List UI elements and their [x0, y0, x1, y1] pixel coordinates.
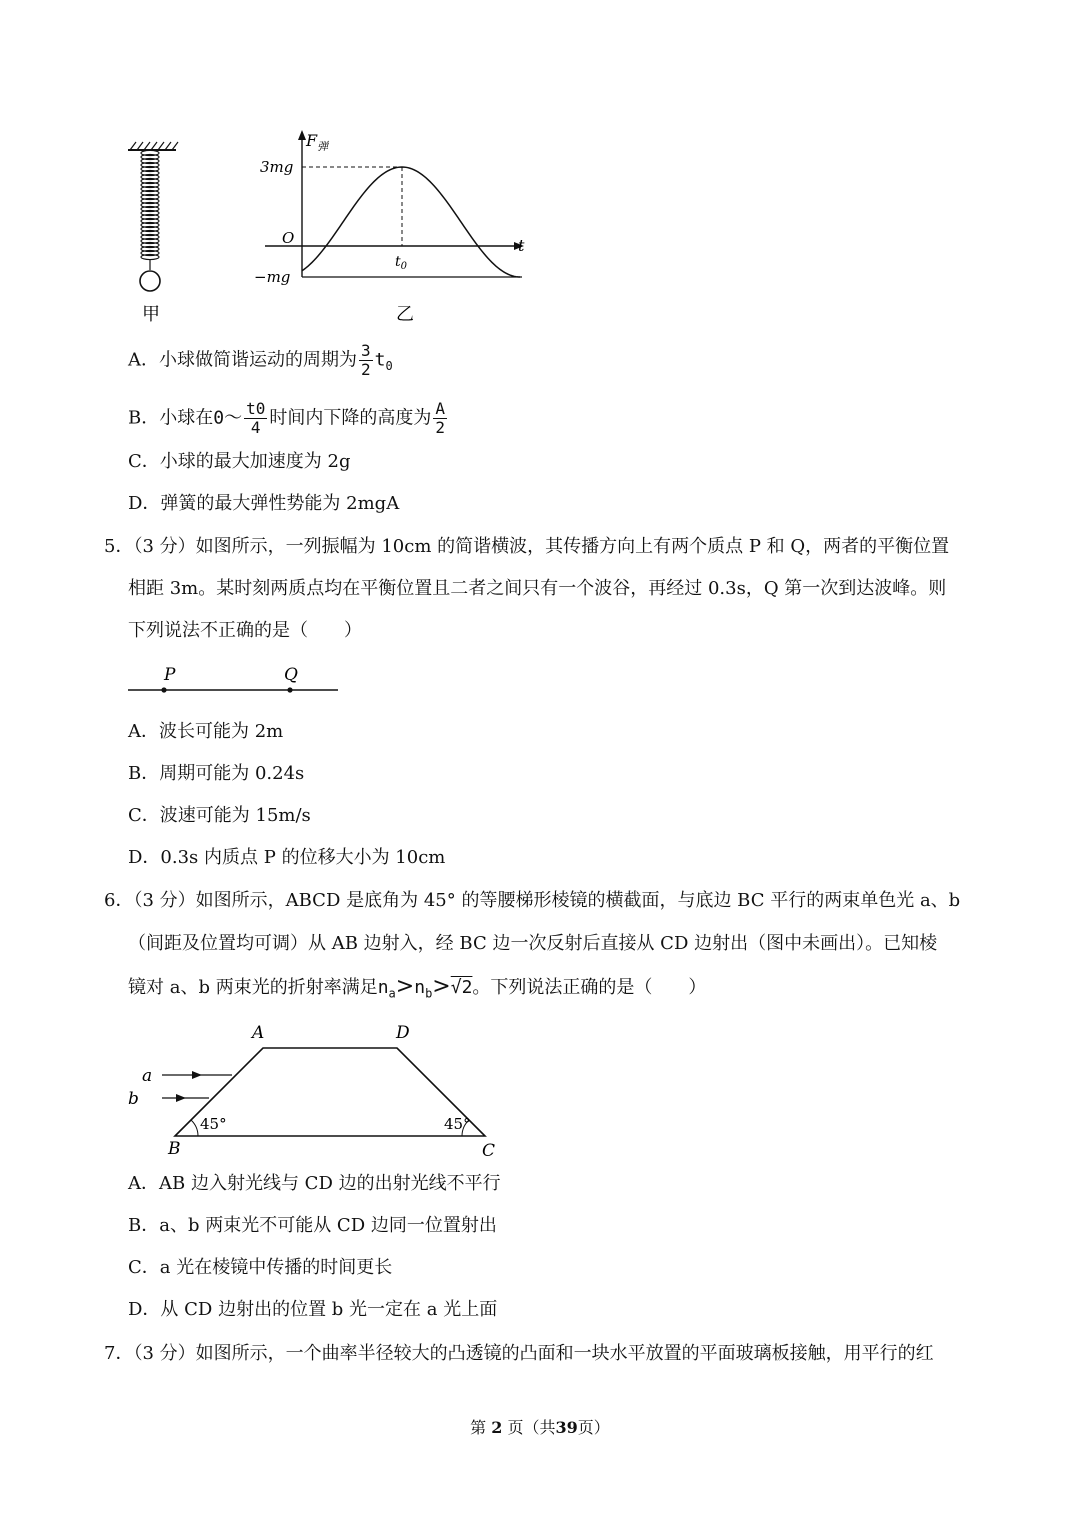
- q4-option-d: D．弹簧的最大弹性势能为 2mgA: [128, 493, 400, 514]
- ceiling-hatch: [128, 142, 178, 150]
- q6-line3-text: 镜对 a、b 两束光的折射率满足: [128, 977, 378, 998]
- q4-b-num2: A: [435, 399, 445, 418]
- q5-stem-line3: 下列说法不正确的是（ ）: [128, 620, 362, 641]
- label-vertex-d: D: [396, 1023, 410, 1043]
- footer-pre: 第: [470, 1418, 487, 1437]
- label-vertex-a: A: [252, 1023, 265, 1043]
- q4-b-range: 0～: [213, 407, 243, 429]
- q4-option-c: C．小球的最大加速度为 2g: [128, 451, 351, 472]
- tick-3mg: 3mg: [260, 158, 294, 176]
- q6-line3-post: 。下列说法正确的是（ ）: [472, 977, 707, 998]
- ray-b-arrow-icon: [176, 1094, 186, 1102]
- point-p: [161, 687, 166, 692]
- tick-minus-mg: −mg: [254, 268, 291, 286]
- q6-option-a: A．AB 边入射光线与 CD 边的出射光线不平行: [128, 1173, 501, 1194]
- label-q: Q: [284, 665, 298, 685]
- q4-option-b: [128, 400, 449, 437]
- q4-a-num: 3: [361, 341, 371, 360]
- q6-stem-line3: [128, 975, 706, 1006]
- point-q: [287, 687, 292, 692]
- y-axis-arrow-icon: [298, 130, 306, 140]
- q5-option-d: D．0.3s 内质点 P 的位移大小为 10cm: [128, 847, 446, 868]
- label-p: P: [164, 665, 176, 685]
- q6-na: n: [377, 977, 389, 998]
- q5-stem-line2: 相距 3m。某时刻两质点均在平衡位置且二者之间只有一个波谷，再经过 0.3s，Q 第一次到达波峰。则: [128, 578, 947, 599]
- x-axis-label: t: [518, 236, 525, 255]
- q6-nb-sub: b: [425, 986, 433, 1001]
- label-vertex-c: C: [482, 1141, 496, 1161]
- label-ray-b: b: [128, 1089, 139, 1109]
- q5-option-b: B．周期可能为 0.24s: [128, 763, 305, 784]
- label-angle-c: 45°: [444, 1115, 471, 1133]
- q6-gt-1: >: [395, 974, 415, 999]
- q4-b-fraction-2: [433, 400, 447, 437]
- ray-a-arrow-icon: [192, 1071, 202, 1079]
- q7-stem-line1: 7．（3 分）如图所示，一个曲率半径较大的凸透镜的凸面和一块水平放置的平面玻璃板接触，用平行的红: [104, 1343, 934, 1364]
- footer-total-pages: 39: [555, 1418, 578, 1437]
- label-jia: 甲: [142, 304, 160, 325]
- q5-option-c: C．波速可能为 15m/s: [128, 805, 311, 826]
- q4-b-fraction: [244, 400, 267, 437]
- q4-a-text: A．小球做简谐运动的周期为: [128, 349, 357, 371]
- q6-nb: n: [414, 977, 426, 998]
- y-axis-label: $F_弹$: [306, 131, 329, 153]
- q4-b-text: B．小球在: [128, 407, 214, 429]
- label-vertex-b: B: [168, 1139, 181, 1159]
- angle-arc-b: [191, 1120, 198, 1136]
- q6-gt-2: >: [432, 974, 451, 999]
- q4-b-den2: 2: [435, 418, 445, 437]
- q6-stem-line2: （间距及位置均可调）从 AB 边射入，经 BC 边一次反射后直接从 CD 边射出（图中未画出）。已知棱: [128, 933, 938, 954]
- q4-figure: [120, 120, 540, 330]
- footer-post: 页）: [577, 1418, 610, 1437]
- q4-b-mid: 时间内下降的高度为: [269, 407, 432, 429]
- q6-option-d: D．从 CD 边射出的位置 b 光一定在 a 光上面: [128, 1299, 498, 1320]
- q5-figure: [126, 660, 346, 700]
- footer-page-number: 2: [491, 1418, 503, 1437]
- q6-option-c: C．a 光在棱镜中传播的时间更长: [128, 1257, 393, 1278]
- label-ray-a: a: [142, 1066, 153, 1086]
- q4-a-t-sub: 0: [385, 359, 393, 374]
- q6-stem-line1: 6．（3 分）如图所示，ABCD 是底角为 45° 的等腰梯形棱镜的横截面，与底边 BC 平行的两束单色光 a、b: [104, 890, 961, 911]
- spring-coils: [141, 150, 159, 259]
- origin-label: O: [282, 229, 295, 247]
- q4-b-den: 4: [250, 418, 261, 437]
- q6-na-sub: a: [388, 986, 396, 1001]
- force-graph: [254, 130, 525, 325]
- q4-b-num: t0: [246, 399, 266, 418]
- q5-option-a: A．波长可能为 2m: [128, 721, 284, 742]
- q4-a-den: 2: [361, 360, 371, 379]
- q6-figure: [120, 1018, 510, 1163]
- force-curve: [302, 167, 520, 277]
- label-yi: 乙: [396, 304, 414, 325]
- q6-sqrt2: √2: [450, 977, 473, 998]
- label-angle-b: 45°: [200, 1115, 227, 1133]
- q4-option-a: [128, 342, 393, 379]
- footer-mid: 页（共: [507, 1418, 556, 1437]
- ball: [140, 271, 160, 291]
- q4-a-t: t: [374, 349, 386, 371]
- page-footer: [0, 1415, 1080, 1438]
- q5-stem-line1: 5．（3 分）如图所示，一列振幅为 10cm 的简谐横波，其传播方向上有两个质点 P 和 Q，两者的平衡位置: [104, 536, 950, 557]
- q6-option-b: B．a、b 两束光不可能从 CD 边同一位置射出: [128, 1215, 497, 1236]
- q4-a-fraction: [359, 342, 373, 379]
- tick-t0: $t_0$: [395, 254, 408, 272]
